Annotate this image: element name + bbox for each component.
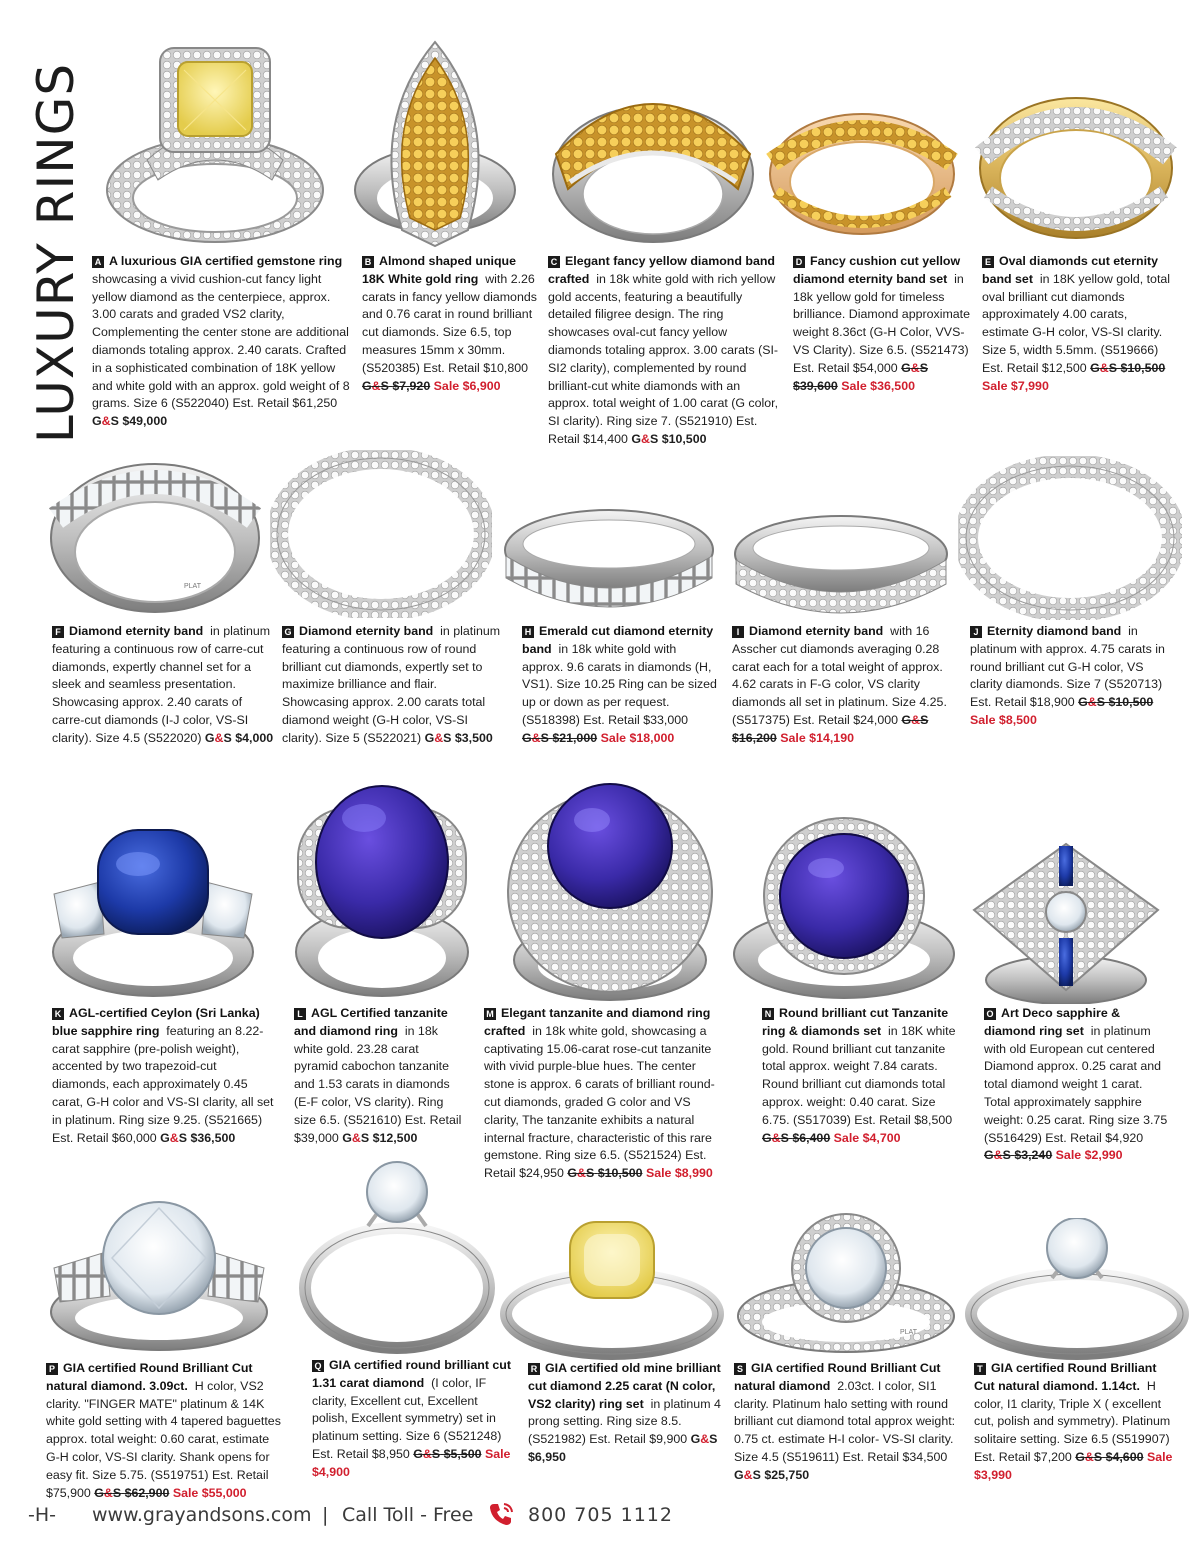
ring-photo-o [966, 840, 1166, 1004]
item-letter-badge: F [52, 626, 64, 638]
footer-separator: | [322, 1504, 329, 1526]
item-description: in platinum with approx. 4.75 carats in round brilliant cut G-H color, VS clarity diamonds. Size 7 (S520713) Est. Retail $18,900 [970, 624, 1165, 710]
ring-photo-r [500, 1214, 724, 1360]
item-sale-price: Sale $2,990 [1055, 1148, 1123, 1163]
item-letter-badge: L [294, 1008, 306, 1020]
item-sale-price: Sale $18,000 [600, 730, 675, 745]
item-letter-badge: R [528, 1363, 540, 1375]
ring-photo-d [762, 102, 962, 244]
gs-price-label: G&S [424, 730, 452, 745]
item-title: A luxurious GIA certified gemstone ring [109, 254, 343, 268]
page-side-title [27, 38, 86, 468]
gs-price-label: G&S $21,000 [522, 730, 598, 745]
item-letter-badge: G [282, 626, 294, 638]
item-letter-badge: S [734, 1363, 746, 1375]
side-title-text: LUXURY RINGS [27, 62, 86, 444]
item-description: with 16 Asscher cut diamonds averaging 0.28 carat each for a total weight of approx. 4.62 carats in F-G color, VS clarity diamonds all set in platinum. Size 4.25. (S517375) Est. Retail $24,000 [732, 624, 947, 727]
item-letter-badge: T [974, 1363, 986, 1375]
item-description: H color, I1 clarity, Triple X ( excellent cut, polish and symmetry). Platinum solitaire setting. Size 6.5 (S519907) Est. Retail $7,200 [974, 1378, 1171, 1464]
ring-photo-p [46, 1198, 272, 1354]
item-title: AGL Certified tanzanite and diamond ring [294, 1006, 448, 1038]
gs-price-label: G&S $16,200 [732, 712, 929, 745]
item-sale-price: Sale $4,700 [833, 1130, 901, 1145]
item-sale-price: Sale $4,900 [312, 1446, 511, 1479]
item-title: Elegant fancy yellow diamond band crafted [548, 254, 775, 286]
item-sale-price: Sale $36,500 [841, 378, 915, 393]
ring-photo-k [40, 824, 266, 1000]
ring-photo-t [964, 1218, 1190, 1360]
gs-price-label: G&S $5,500 [413, 1446, 482, 1461]
item-sale-price: Sale $55,000 [172, 1485, 247, 1500]
item-title: Eternity diamond band [987, 624, 1122, 638]
item-description: in 18k white gold. 23.28 carat pyramid cabochon tanzanite and 1.53 carats in diamonds (E-F color, VS clarity). Ring size 6.5. (S521610) Est. Retail $39,000 [294, 1023, 462, 1145]
gs-price-label: G&S [631, 431, 659, 446]
gs-price-label: G&S $3,240 [984, 1148, 1053, 1163]
item-letter-badge: A [92, 256, 104, 268]
item-price: $10,500 [661, 431, 707, 446]
ring-photo-s [732, 1212, 960, 1358]
gs-price-label: G&S $6,400 [762, 1130, 831, 1145]
item-description: in 18k yellow gold for timeless brilliance. Diamond approximate weight 8.36ct (G-H Color, VVS-VS Clarity). Size 6.5. (S521473) Est. Retail $54,000 [793, 271, 970, 375]
item-description: (I color, IF clarity, Excellent cut, Excellent polish, Excellent symmetry) set in platinum setting. Size 6 (S521248) Est. Retail $8,950 [312, 1375, 502, 1461]
gs-price-label: G&S $4,600 [1075, 1449, 1144, 1464]
item-title: Emerald cut diamond eternity band [522, 624, 714, 656]
gs-price-label: G&S $10,500 [567, 1166, 643, 1181]
ring-photo-e [972, 86, 1180, 248]
item-price: $25,750 [764, 1467, 810, 1482]
item-description: in 18K yellow gold, total oval brilliant cut diamonds approximately 4.00 carats, estimate G-H color, VS-SI clarity. Size 5, width 5.5mm. (S519666) Est. Retail $12,500 [982, 271, 1171, 375]
item-letter-badge: E [982, 256, 994, 268]
item-title: GIA certified round brilliant cut 1.31 carat diamond [312, 1358, 511, 1390]
item-title: Oval diamonds cut eternity band set [982, 254, 1159, 286]
item-description: showcasing a vivid cushion-cut fancy light yellow diamond as the centerpiece, approx. 3.00 carats and graded VS2 clarity, Complementing the center stone are additional diamonds totaling approx. 2.40 carats. Crafted in a sophisticated combination of 18K yellow and white gold with an approx. gold weight of 8 grams. Size 6 (S522040) Est. Retail $61,250 [92, 271, 350, 411]
gs-price-label: G&S [690, 1432, 718, 1447]
ring-photo-a [92, 40, 338, 250]
gs-price-label: G&S $62,900 [94, 1485, 170, 1500]
item-title: Round brilliant cut Tanzanite ring & diamonds set [762, 1006, 949, 1038]
item-description: featuring an 8.22-carat sapphire (pre-polish weight), accented by two trapezoid-cut diamonds, each approximately 0.45 carat, G-H color and VS-SI clarity, all set in platinum. Ring size 9.25. (S521665) Est. Retail $60,000 [52, 1023, 274, 1145]
item-title: Art Deco sapphire & diamond ring set [984, 1006, 1121, 1038]
item-description: in platinum 4 prong setting. Ring size 8.5. (S521982) Est. Retail $9,900 [528, 1396, 721, 1447]
item-price: $12,500 [372, 1130, 418, 1145]
call-label: Call Toll - Free [342, 1504, 474, 1526]
item-description: in 18K white gold. Round brilliant cut tanzanite total approx. weight 7.84 carats. Round brilliant cut diamonds total approx. weight: 0.40 carat. Size 6.75. (S517039) Est. Retail $8,500 [762, 1023, 956, 1127]
item-price: $36,500 [190, 1130, 236, 1145]
item-letter-badge: Q [312, 1360, 324, 1372]
gs-price-label: G&S [734, 1467, 761, 1482]
ring-photo-g [270, 450, 492, 618]
item-price: $4,000 [235, 730, 274, 745]
ring-photo-j [958, 456, 1182, 620]
item-description: with 2.26 carats in fancy yellow diamonds and 0.76 carat in round brilliant cut diamonds. Size 6.5, top measures 15mm x 30mm. (S520385) Est. Retail $10,800 [362, 271, 537, 375]
ring-photo-n [726, 812, 962, 1002]
item-letter-badge: B [362, 256, 374, 268]
item-description: in 18k white gold with approx. 9.6 carats in diamonds (H, VS1). Size 10.25 Ring can be sized up or down as per request. (S518398) Est. Retail $33,000 [522, 641, 717, 727]
item-description: in platinum with old European cut centered Diamond approx. 0.25 carat and total diamond weight 1 carat. Total approximately sapphire weight: 0.25 carat. Ring size 3.75 (S516429) Est. Retail $4,920 [984, 1023, 1168, 1145]
item-sale-price: Sale $14,190 [780, 730, 854, 745]
item-price: $3,500 [454, 730, 493, 745]
gs-price-label: G&S [160, 1130, 188, 1145]
item-title: AGL-certified Ceylon (Sri Lanka) blue sapphire ring [52, 1006, 260, 1038]
item-description: H color, VS2 clarity. "FINGER MATE" platinum & 14K white gold setting with 4 tapered baguettes approx. total weight: 0.60 carat, estimate G-H color, VS-SI clarity. Shank opens for easy fit. Size 5.75. (S519751) Est. Retail $75,900 [46, 1378, 281, 1500]
ring-photo-q [298, 1156, 496, 1356]
item-title: Diamond eternity band [749, 624, 884, 638]
item-title: GIA certified Round Brilliant Cut natural diamond [734, 1361, 941, 1393]
ring-photo-c [548, 64, 758, 244]
item-letter-badge: I [732, 626, 744, 638]
gs-price-label: G&S $10,500 [1090, 360, 1166, 375]
item-price: $6,950 [528, 1449, 566, 1464]
item-description: in platinum featuring a continuous row of round brilliant cut diamonds, expertly set to maximize brilliance and flair. Showcasing approx. 2.00 carats total diamond weight (G-H color, VS-SI clarity). Size 5 (S522021) [282, 624, 501, 745]
item-sale-price: Sale $8,990 [645, 1166, 713, 1181]
item-description: 2.03ct. I color, SI1 clarity. Platinum halo setting with round brilliant cut diamond total approx weight: 0.75 ct. estimate H-I color- VS-SI clarity. Size 4.5 (S519611) Est. Retail $34,500 [734, 1378, 956, 1464]
gs-price-label: G&S [204, 730, 232, 745]
phone-icon [487, 1500, 515, 1528]
item-title: Diamond eternity band [299, 624, 434, 638]
item-letter-badge: N [762, 1008, 774, 1020]
svg-text:PLAT: PLAT [184, 583, 201, 590]
website-link[interactable]: www.grayandsons.com [92, 1504, 312, 1526]
ring-photo-m [500, 772, 720, 1004]
ring-photo-i [728, 508, 954, 620]
item-letter-badge: H [522, 626, 534, 638]
item-letter-badge: J [970, 626, 982, 638]
ring-photo-h [498, 500, 720, 618]
item-title: GIA certified old mine brilliant cut diamond 2.25 carat (N color, VS2 clarity) ring set [528, 1361, 721, 1411]
item-letter-badge: O [984, 1008, 996, 1020]
phone-number[interactable]: 800 705 1112 [528, 1504, 673, 1526]
item-sale-price: Sale $7,990 [982, 378, 1049, 393]
item-letter-badge: M [484, 1008, 496, 1020]
item-title: GIA certified Round Brilliant Cut natural diamond. 1.14ct. [974, 1361, 1157, 1393]
gs-price-label: G&S [92, 414, 119, 429]
page-marker: -H- [28, 1504, 56, 1526]
item-title: Fancy cushion cut yellow diamond eternity band set [793, 254, 961, 286]
item-letter-badge: K [52, 1008, 64, 1020]
item-letter-badge: D [793, 256, 805, 268]
item-price: $49,000 [122, 414, 168, 429]
gs-price-label: G&S $39,600 [793, 360, 929, 393]
item-description: in 18k white gold with rich yellow gold accents, featuring a beautifully detailed filigree design. The ring showcases oval-cut fancy yellow diamonds totaling approx. 3.00 carats (SI-SI2 clarity), complemented by round brilliant-cut white diamonds with an approx. total weight of 1.00 carat (G color, SI clarity). Ring size 7. (S521910) Est. Retail $14,400 [548, 271, 779, 446]
item-title: GIA certified Round Brilliant Cut natural diamond. 3.09ct. [46, 1361, 253, 1393]
item-title: Almond shaped unique 18K White gold ring [362, 254, 516, 286]
gs-price-label: G&S $7,920 [362, 378, 431, 393]
ring-photo-f [44, 456, 266, 618]
gs-price-label: G&S [342, 1130, 370, 1145]
item-sale-price: Sale $3,990 [974, 1449, 1173, 1482]
item-title: Elegant tanzanite and diamond ring crafted [484, 1006, 711, 1038]
svg-text:PLAT: PLAT [900, 1329, 917, 1336]
ring-photo-b [340, 40, 530, 248]
item-title: Diamond eternity band [69, 624, 204, 638]
item-sale-price: Sale $6,900 [433, 378, 501, 393]
item-description: in platinum featuring a continuous row of carre-cut diamonds, expertly channel set for a sleek and seamless presentation. Showcasing approx. 2.40 carats of carre-cut diamonds (I-J color, VS-SI clarity). Size 4.5 (S522020) [52, 624, 271, 745]
item-description: in 18k white gold, showcasing a captivating 15.06-carat rose-cut tanzanite with vivid purple-blue hues. The center stone is approx. 6 carats of brilliant round-cut diamonds, graded G color and VS clarity, The tanzanite exhibits a natural internal fracture, characteristic of this rare gemstone. Ring size 6.5. (S521524) Est. Retail $24,950 [484, 1023, 715, 1181]
item-letter-badge: P [46, 1363, 58, 1375]
footer [0, 1496, 1200, 1536]
item-letter-badge: C [548, 256, 560, 268]
ring-photo-l [284, 778, 480, 1002]
gs-price-label: G&S $10,500 [1078, 695, 1154, 710]
item-sale-price: Sale $8,500 [970, 712, 1037, 727]
